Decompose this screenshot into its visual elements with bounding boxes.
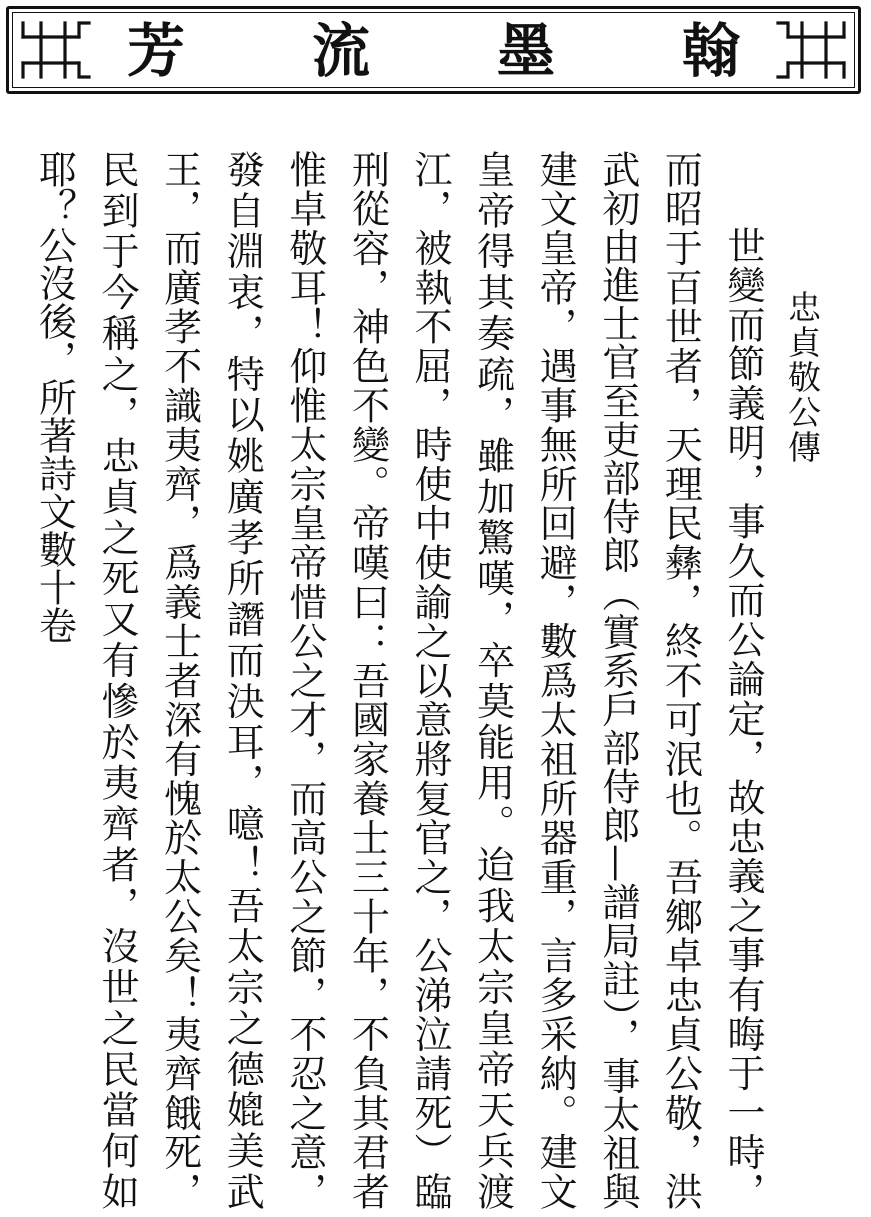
banner-char: 流 — [311, 17, 370, 85]
article-body: 世變而節義明，事久而公論定，故忠義之事有晦于一時，而昭于百世者，天理民彝，終不可泯也。吾鄉卓忠貞公敬，洪武初由進士官至吏部侍郎（實系戶部侍郎—譜局註），事太祖與建文皇帝，遇事無所回避，數爲太祖所器重，言多采納。建文皇帝得其奏疏，雖加驚嘆，卒莫能用。迨我太宗皇帝天兵渡江，被執不屈，時使中使諭之以意將复官之，公涕泣請死）臨刑從容，神色不變。帝嘆曰：吾國家養士三十年，不負其君者惟卓敬耳！仰惟太宗皇帝惜公之才，而高公之節，不忍之意，發自淵衷，特以姚廣孝所譖而決耳，噫！吾太宗之德媲美武王，而廣孝不識夷齊，爲義士者深有愧於太公矣！夷齊餓死，民到于今稱之，忠貞之死又有慘於夷齊者，沒世之民當何如耶？公沒後，所著詩文數十卷 — [32, 150, 765, 1210]
article — [32, 150, 850, 1210]
article-title: 忠貞敬公傳 — [783, 290, 822, 465]
banner-title — [119, 17, 748, 85]
fret-ornament-right-icon — [776, 19, 846, 81]
banner-char: 墨 — [496, 17, 555, 85]
banner-char: 芳 — [127, 17, 186, 85]
fret-ornament-left-icon — [21, 19, 91, 81]
banner-frame — [6, 6, 861, 94]
banner-char: 翰 — [681, 17, 740, 85]
